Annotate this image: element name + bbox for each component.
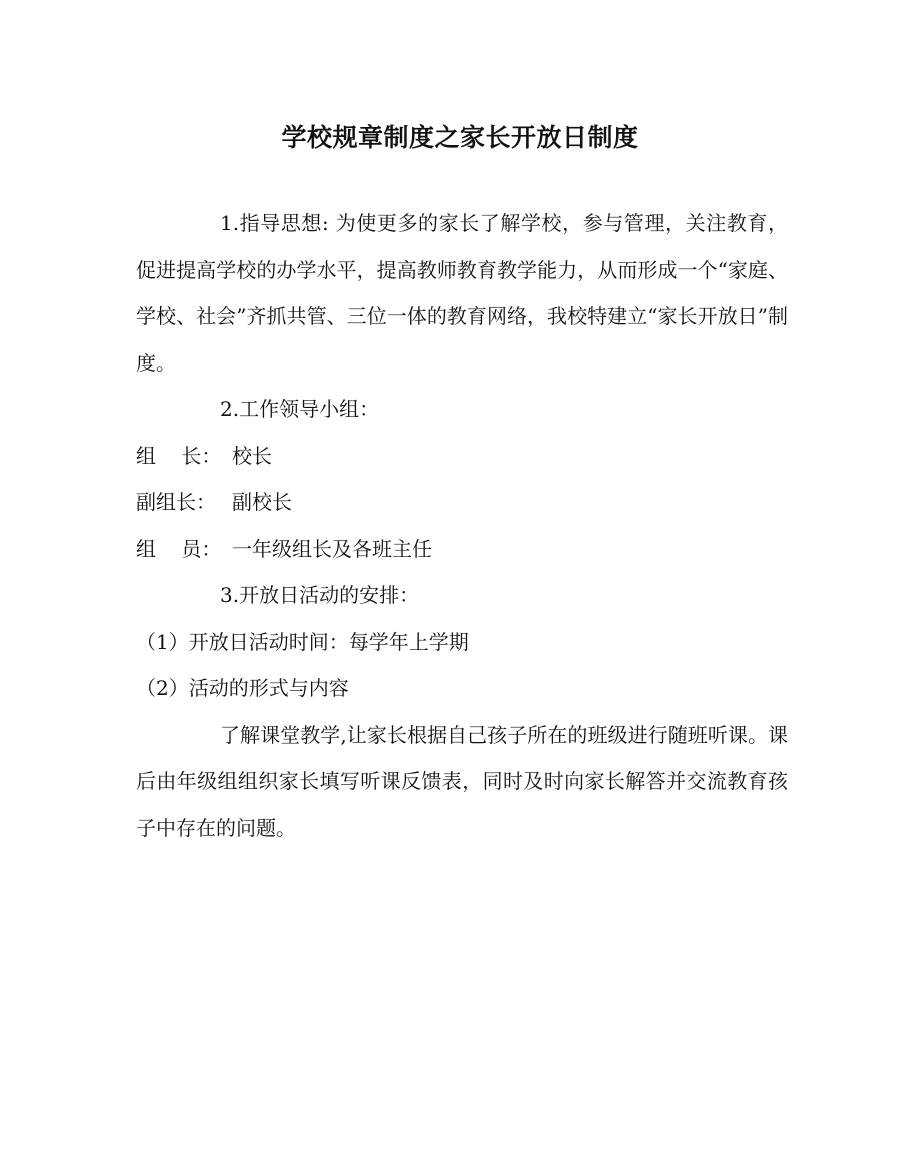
role-deputy-label: 副组长：	[136, 490, 216, 514]
role-leader	[136, 433, 788, 480]
activity-form-item: （2）活动的形式与内容	[136, 676, 349, 700]
document-title: 学校规章制度之家长开放日制度	[281, 123, 639, 152]
role-deputy-value: 副校长	[232, 490, 292, 514]
role-member-value: 一年级组长及各班主任	[232, 536, 432, 561]
role-leader-value: 校长	[232, 443, 272, 468]
activity-content-paragraph: 了解课堂教学,让家长根据自己孩子所在的班级进行随班听课。课后由年级组组织家长填写听课反馈表，同时及时向家长解答并交流教育孩子中存在的问题。	[136, 722, 788, 840]
guiding-principle-paragraph: 1.指导思想: 为使更多的家长了解学校，参与管理，关注教育，促进提高学校的办学水平，提高教师教育教学能力，从而形成一个“家庭、学校、社会”齐抓共管、三位一体的教育网络，我校特建立“家长开放日”制度。	[136, 211, 788, 375]
role-member-label: 组 员：	[136, 536, 222, 561]
activity-arrangement-heading: 3.开放日活动的安排：	[220, 583, 420, 607]
document-body	[136, 200, 788, 851]
role-deputy	[136, 479, 788, 526]
role-member	[136, 526, 788, 573]
activity-time-item: （1）开放日活动时间：每学年上学期	[136, 629, 469, 654]
role-leader-label: 组 长：	[136, 443, 222, 468]
leadership-group-heading: 2.工作领导小组：	[220, 397, 380, 421]
